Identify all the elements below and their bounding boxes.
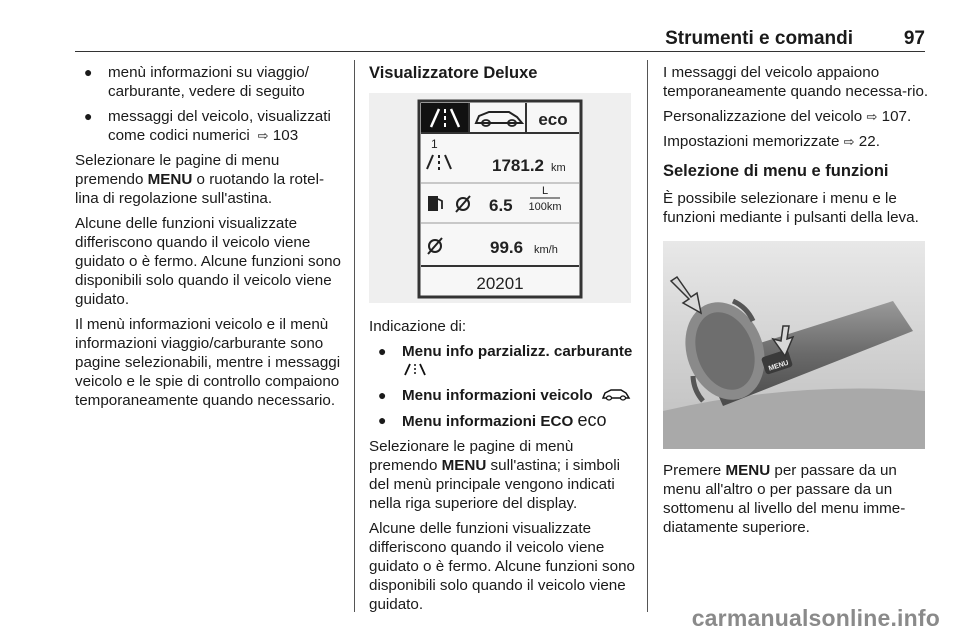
eco-tab-label: eco	[538, 110, 568, 129]
avg-consumption-value: 6.5	[489, 196, 513, 215]
paragraph: Selezionare le pagine di menù premendo MENU sull'astina; i simboli del menù principale vengono indicati nella riga superiore del display.	[369, 438, 621, 512]
page-header	[75, 26, 925, 52]
page-ref: 22.	[858, 133, 880, 150]
list-item	[369, 342, 637, 380]
list-item	[75, 63, 345, 101]
column-3	[663, 63, 929, 543]
section-title: Strumenti e comandi	[665, 28, 853, 49]
page-ref-arrow-icon: ⇨	[866, 109, 878, 124]
trip-distance-value: 1781.2	[492, 156, 544, 175]
eco-glyph: eco	[577, 410, 607, 430]
bullet-dot: ●	[378, 343, 387, 359]
list-item-text: messaggi del veicolo, visualizzati come codici numerici	[108, 108, 331, 144]
header-rule	[75, 51, 925, 52]
page-ref: 103	[272, 127, 299, 144]
heading: Selezione di menu e funzioni	[663, 162, 889, 180]
consumption-unit-bottom: 100km	[528, 201, 562, 213]
column-divider-2	[647, 60, 648, 612]
bullet-dot: ●	[84, 64, 93, 80]
key-menu: MENU	[725, 462, 771, 479]
avg-speed-unit: km/h	[534, 244, 558, 256]
paragraph: Indicazione di:	[369, 318, 467, 335]
column-divider-1	[354, 60, 355, 612]
deluxe-display-illustration	[369, 93, 631, 303]
paragraph: È possibile selezionare i menu e le funzioni mediante i pulsanti della leva.	[663, 190, 919, 226]
menu-button-label: MENU	[767, 359, 790, 373]
consumption-unit-top: L	[541, 185, 549, 197]
watermark: carmanualsonline.info	[691, 605, 940, 631]
trip-distance-unit: km	[551, 162, 566, 174]
avg-speed-value: 99.6	[490, 238, 524, 257]
page-ref: 107.	[881, 108, 912, 125]
paragraph: Personalizzazione del veicolo ⇨ 107.	[663, 108, 912, 125]
list-item	[369, 386, 637, 405]
paragraph: Impostazioni memorizzate ⇨ 22.	[663, 133, 880, 150]
column-1	[75, 63, 345, 416]
list-item-text: Menu informazioni ECO	[402, 413, 574, 430]
list-item-text: Menu informazioni veicolo	[402, 387, 593, 404]
paragraph: Alcune delle funzioni visualizzate differiscono quando il veicolo viene guidato o è fermo. Alcune funzioni sono disponibili solo quando il veicolo viene guidato.	[369, 520, 635, 613]
paragraph: Premere MENU per passare da un menu all'altro o per passare da un sottomenu al livello del menu imme-diatamente superiore.	[663, 462, 906, 536]
paragraph: Selezionare le pagine di menu premendo MENU o ruotando la rotel-lina di regolazione sull'astina.	[75, 152, 325, 207]
key-menu: MENU	[147, 171, 193, 188]
odometer-value: 20201	[476, 274, 524, 293]
trip-number: 1	[431, 137, 438, 151]
page-ref-arrow-icon: ⇨	[254, 128, 269, 143]
steering-lever-illustration	[663, 241, 925, 449]
heading: Visualizzatore Deluxe	[369, 64, 538, 82]
list-item	[369, 411, 637, 431]
list-item-text: Menu info parzializz. carburante	[402, 343, 633, 360]
key-menu: MENU	[441, 457, 487, 474]
bullet-dot: ●	[84, 108, 93, 124]
page-number: 97	[903, 28, 925, 49]
bullet-dot: ●	[378, 412, 387, 428]
paragraph: Il menù informazioni veicolo e il menù informazioni viaggio/carburante sono pagine selezionabili, mentre i messaggi veicolo e le spie di controllo compaiono temporaneamente quando necessario.	[75, 316, 341, 409]
paragraph: Alcune delle funzioni visualizzate differiscono quando il veicolo viene guidato o è fermo. Alcune funzioni sono disponibili solo quando il veicolo viene guidato.	[75, 215, 341, 308]
bullet-dot: ●	[378, 387, 387, 403]
column-2	[369, 63, 637, 620]
list-item-text: menù informazioni su viaggio/ carburante, vedere di seguito	[108, 64, 309, 100]
page-ref-arrow-icon: ⇨	[843, 134, 855, 149]
fuel-trip-icon	[402, 362, 428, 376]
paragraph: I messaggi del veicolo appaiono temporaneamente quando necessa-rio.	[663, 64, 929, 100]
car-icon	[601, 387, 631, 401]
list-item	[75, 107, 345, 145]
deluxe-display-image	[369, 93, 631, 303]
steering-lever-photo	[663, 241, 925, 449]
